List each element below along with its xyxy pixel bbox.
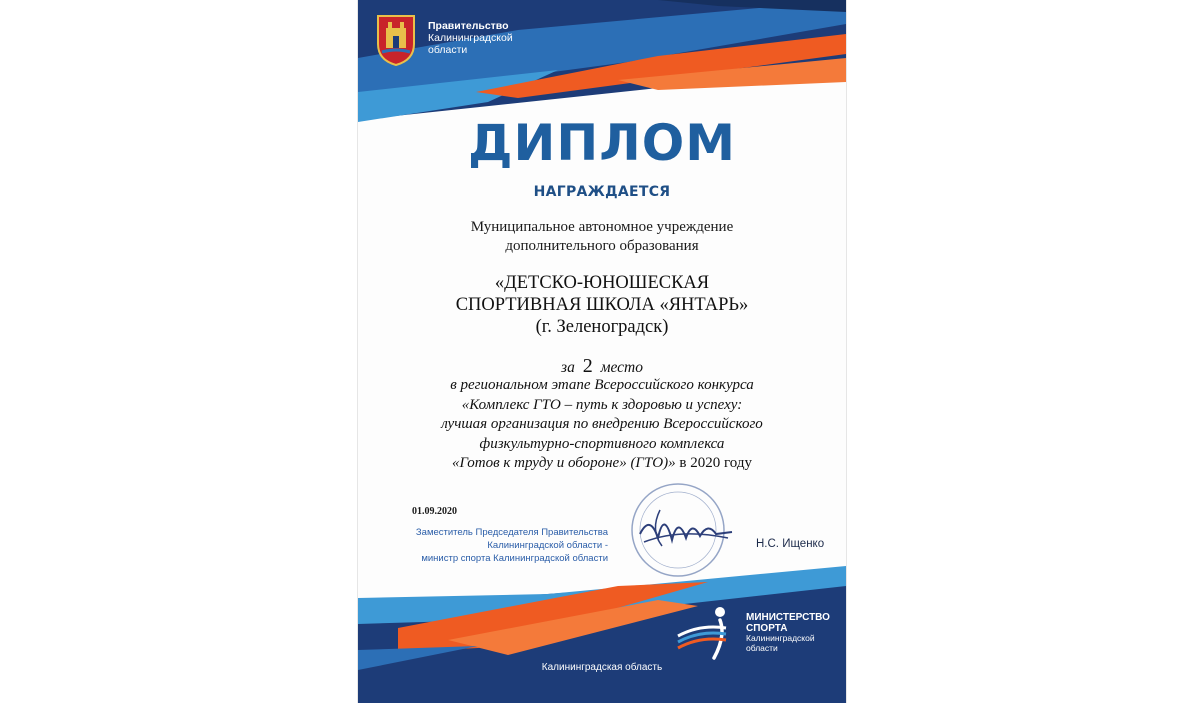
government-line3: области xyxy=(428,44,468,56)
award-date: 01.09.2020 xyxy=(412,506,457,517)
decor-background xyxy=(358,0,846,703)
ministry-line1: МИНИСТЕРСТВО xyxy=(746,612,830,623)
award-place xyxy=(358,355,846,378)
award-place-number: 2 xyxy=(582,355,593,377)
ministry-label xyxy=(746,612,846,653)
ministry-line3: Калининградской xyxy=(746,633,815,643)
recipient-city: (г. Зеленоградск) xyxy=(535,317,669,337)
recipient-name-line2: СПОРТИВНАЯ ШКОЛА «ЯНТАРЬ» xyxy=(455,295,749,315)
signatory-position-line2: Калининградской области - xyxy=(487,540,608,551)
contest-line1: в региональном этапе Всероссийского конкурса xyxy=(450,377,754,393)
contest-line3: лучшая организация по внедрению Всероссийского xyxy=(441,416,763,432)
recipient-name-line1: «ДЕТСКО-ЮНОШЕСКАЯ xyxy=(494,273,710,293)
contest-line2: «Комплекс ГТО – путь к здоровью и успеху: xyxy=(461,396,743,413)
ministry-line4: области xyxy=(746,642,778,653)
award-suffix: место xyxy=(600,359,643,376)
recipient-type xyxy=(358,218,846,256)
ministry-sport-logo-icon xyxy=(676,602,744,666)
coat-of-arms-icon xyxy=(374,10,418,66)
government-line2: Калининградской xyxy=(428,32,513,44)
recipient-name xyxy=(358,272,846,338)
awarded-label: НАГРАЖДАЕТСЯ xyxy=(533,184,671,200)
seal-stamp-icon xyxy=(620,480,740,584)
government-label xyxy=(428,20,558,56)
award-prefix: за xyxy=(561,359,575,376)
contest-line5: «Готов к труду и обороне» (ГТО)» xyxy=(452,455,676,471)
signatory-position-line3: министр спорта Калининградской области xyxy=(421,553,608,564)
signatory-name: Н.С. Ищенко xyxy=(756,538,825,550)
government-line1: Правительство xyxy=(428,20,509,32)
signatory-position xyxy=(378,526,608,565)
ministry-line2: СПОРТА xyxy=(746,623,788,634)
footer-region: Калининградская область xyxy=(541,662,663,673)
diploma-title: ДИПЛОМ xyxy=(467,114,736,172)
contest-line4: физкультурно-спортивного комплекса xyxy=(479,435,725,452)
recipient-type-line2: дополнительного образования xyxy=(505,238,699,254)
contest-description xyxy=(358,376,846,474)
signatory-position-line1: Заместитель Председателя Правительства xyxy=(415,527,608,538)
recipient-type-line1: Муниципальное автономное учреждение xyxy=(470,219,734,235)
contest-year: в 2020 году xyxy=(679,455,752,471)
diploma-sheet xyxy=(357,0,847,703)
